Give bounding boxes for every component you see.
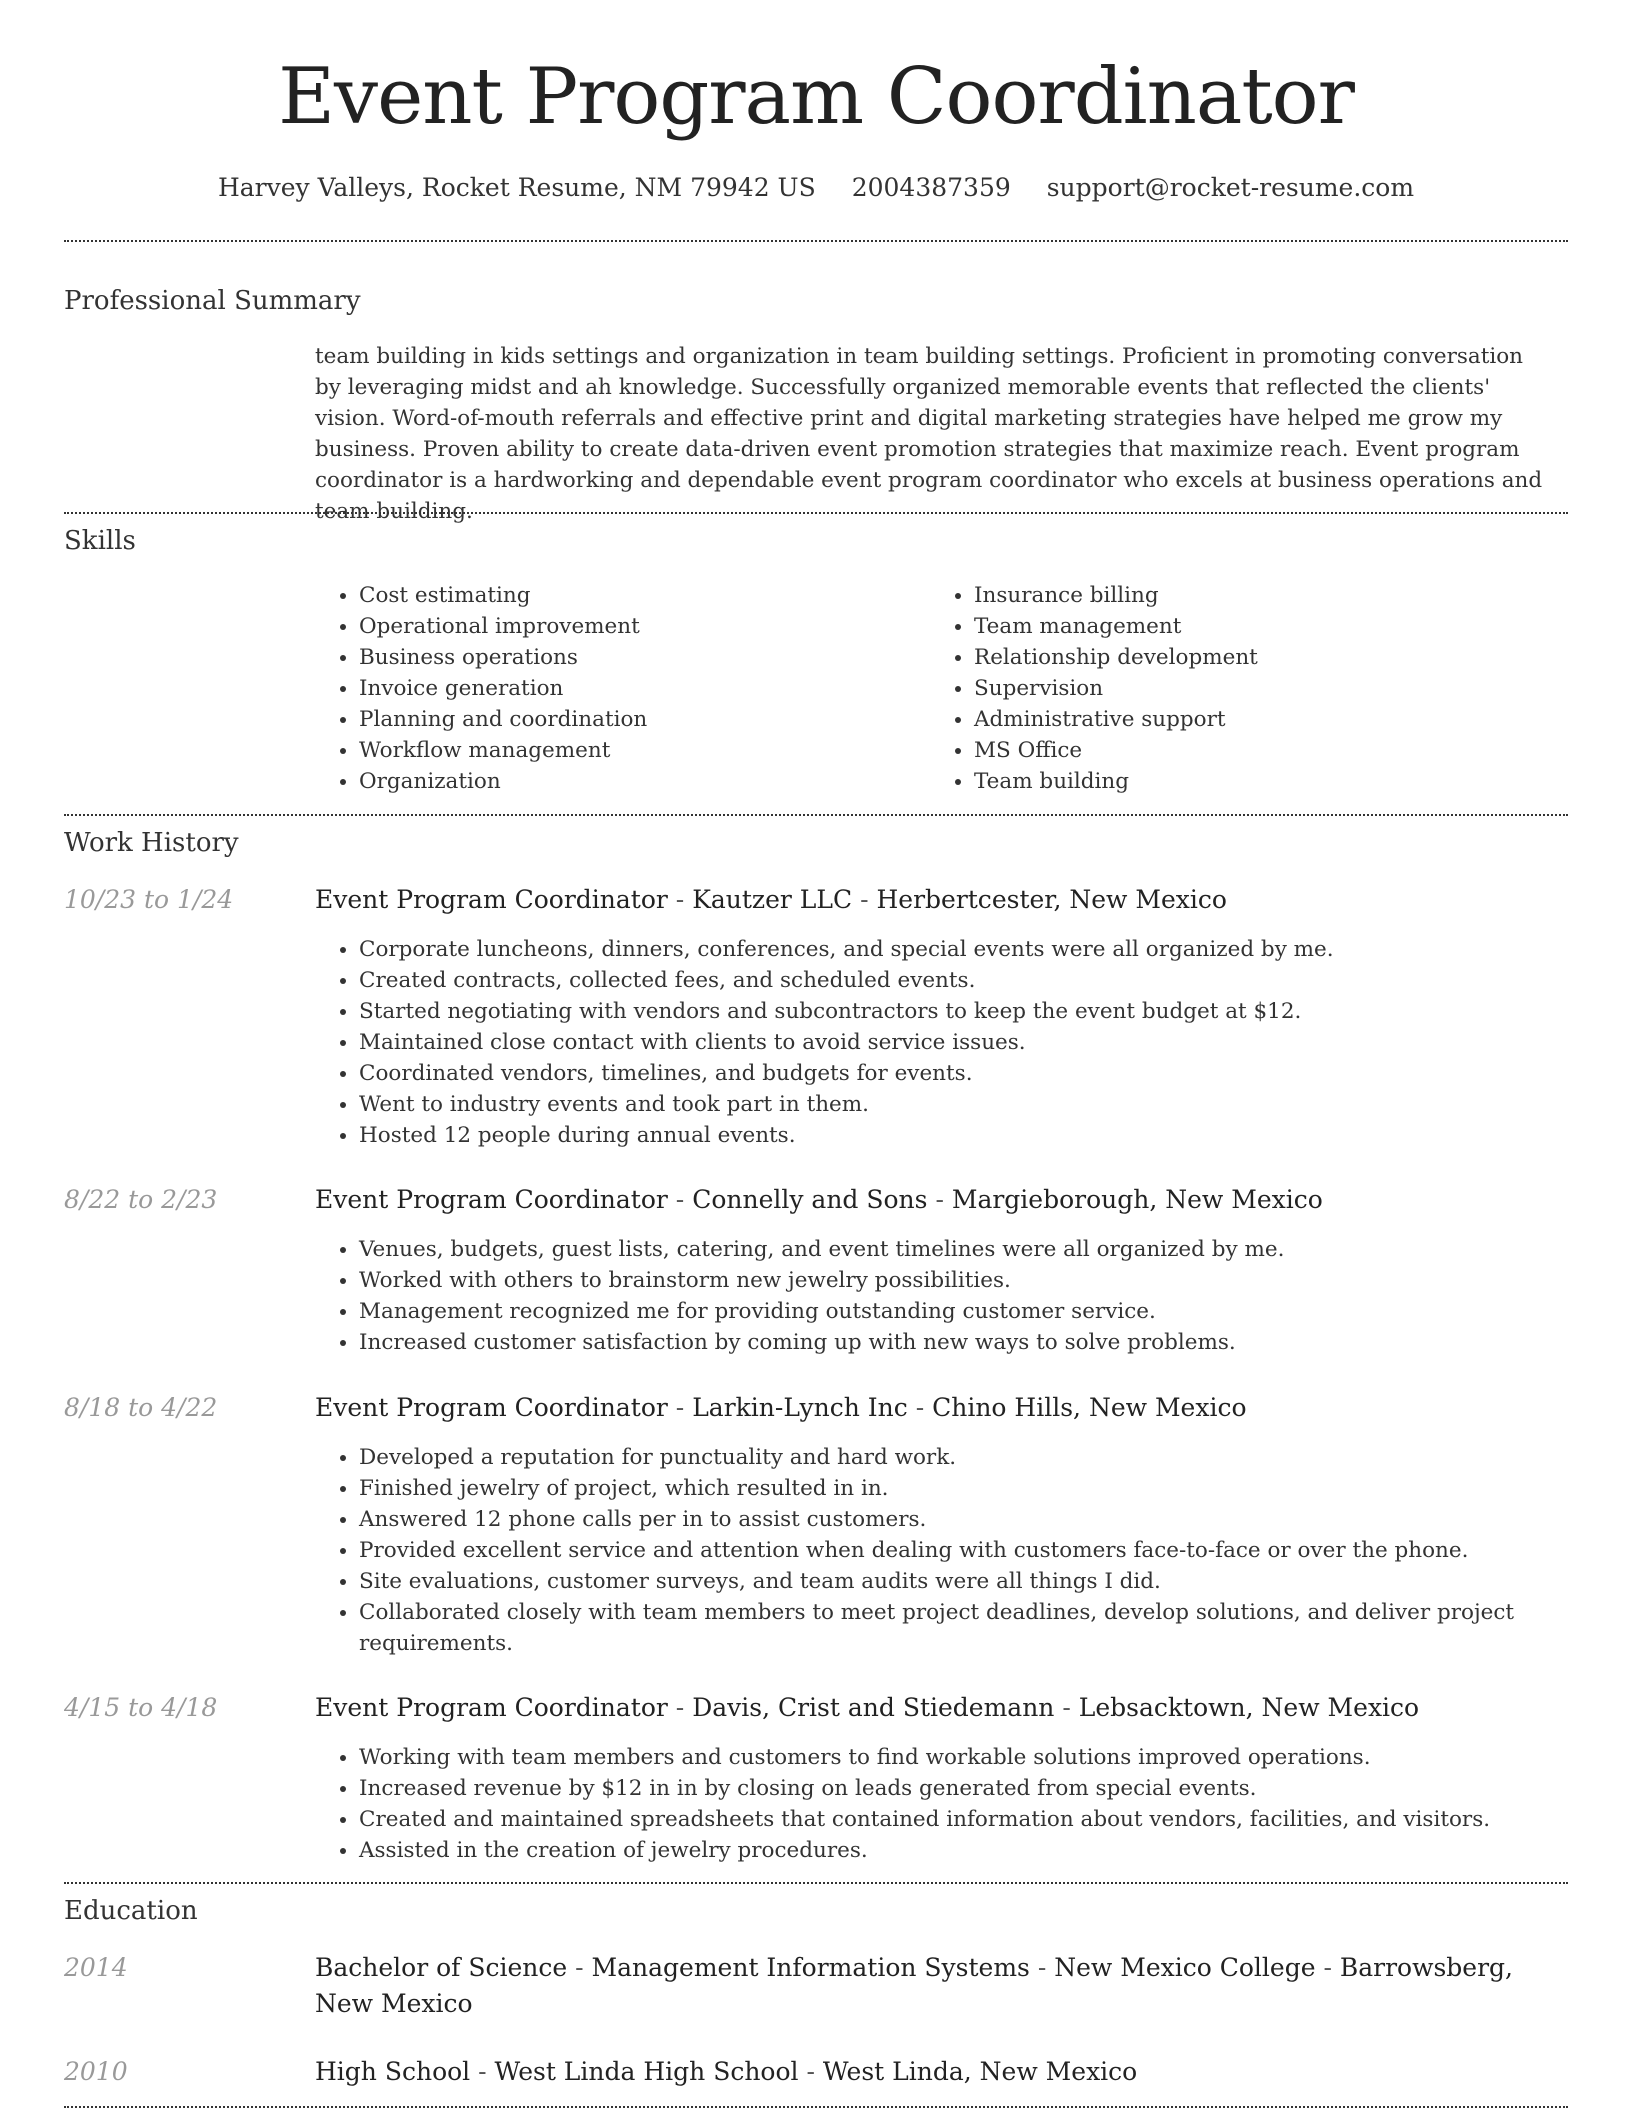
divider	[64, 2106, 1568, 2108]
skill-item: • Cost estimating	[359, 580, 919, 611]
job-heading	[315, 1690, 1555, 1726]
separator: -	[852, 885, 877, 914]
skill-item: • Insurance billing	[974, 580, 1534, 611]
job-heading	[315, 882, 1555, 918]
job-role: Event Program Coordinator	[315, 885, 668, 914]
job-bullet: • Site evaluations, customer surveys, and team audits were all things I did.	[359, 1566, 1539, 1597]
job-bullet: • Created and maintained spreadsheets that contained information about vendors, facilities, and visitors.	[359, 1804, 1539, 1835]
job-company: Davis, Crist and Stiedemann	[692, 1693, 1055, 1722]
skill-item: • Team building	[974, 766, 1534, 797]
separator: -	[667, 885, 693, 914]
job-bullet: • Working with team members and customers to find workable solutions improved operations.	[359, 1742, 1539, 1773]
separator: -	[798, 2057, 823, 2086]
separator: -	[567, 1953, 592, 1982]
job-bullet: • Finished jewelry of project, which resulted in in.	[359, 1473, 1539, 1504]
job-company: Kautzer LLC	[692, 885, 853, 914]
skill-item: • Supervision	[974, 673, 1534, 704]
contact-phone: 2004387359	[851, 173, 1011, 202]
job-bullets	[315, 1442, 1539, 1659]
education-year: 2014	[64, 1953, 128, 1982]
summary-text: team building in kids settings and organization in team building settings. Proficient in promoting conversation by leveraging midst and ah knowledge. Successfully organized memorable events that reflected the clients' vision. Word-of-mouth referrals and effective print and digital marketing strategies have helped me grow my business. Proven ability to create data-driven event promotion strategies that maximize reach. Event program coordinator is a hardworking and dependable event program coordinator who excels at business operations and team building.	[315, 344, 1543, 524]
section-title-skills: Skills	[64, 526, 136, 556]
job-bullet: • Increased customer satisfaction by coming up with new ways to solve problems.	[359, 1327, 1539, 1358]
job-location: Chino Hills, New Mexico	[932, 1393, 1247, 1422]
job-location: Margieborough, New Mexico	[951, 1185, 1323, 1214]
skills-list-left	[315, 580, 919, 797]
job-bullet: • Venues, budgets, guest lists, catering, and event timelines were all organized by me.	[359, 1234, 1539, 1265]
job-bullet: • Increased revenue by $12 in in by closing on leads generated from special events.	[359, 1773, 1539, 1804]
separator: -	[667, 1693, 693, 1722]
separator: -	[927, 1185, 952, 1214]
education-location: Barrowsberg, New Mexico	[315, 1953, 1514, 2018]
education-degree: High School	[315, 2057, 471, 2086]
skill-item: • Invoice generation	[359, 673, 919, 704]
section-title-education: Education	[64, 1896, 198, 1926]
separator: -	[907, 1393, 933, 1422]
divider	[64, 814, 1568, 816]
job-bullet: • Provided excellent service and attention when dealing with customers face-to-face or over the phone.	[359, 1535, 1539, 1566]
job-bullet: • Answered 12 phone calls per in to assist customers.	[359, 1504, 1539, 1535]
job-bullet: • Went to industry events and took part in them.	[359, 1089, 1539, 1120]
job-bullet: • Started negotiating with vendors and subcontractors to keep the event budget at $12.	[359, 996, 1539, 1027]
skill-item: • Organization	[359, 766, 919, 797]
job-bullet: • Assisted in the creation of jewelry procedures.	[359, 1835, 1539, 1866]
divider	[64, 240, 1568, 242]
job-bullet: • Management recognized me for providing outstanding customer service.	[359, 1296, 1539, 1327]
education-location: West Linda, New Mexico	[822, 2057, 1138, 2086]
job-company: Larkin-Lynch Inc	[692, 1393, 908, 1422]
skill-item: • Administrative support	[974, 704, 1534, 735]
education-school: New Mexico College	[1054, 1953, 1316, 1982]
separator: -	[667, 1393, 693, 1422]
job-bullets	[315, 1742, 1539, 1866]
separator: -	[1029, 1953, 1055, 1982]
job-bullet: • Coordinated vendors, timelines, and budgets for events.	[359, 1058, 1539, 1089]
job-location: Lebsacktown, New Mexico	[1078, 1693, 1420, 1722]
resume-name: Event Program Coordinator	[278, 52, 1354, 142]
divider	[64, 512, 1568, 514]
job-bullet: • Collaborated closely with team members to meet project deadlines, develop solutions, and deliver project requirements.	[359, 1597, 1539, 1659]
education-degree: Bachelor of Science	[315, 1953, 568, 1982]
job-dates: 4/15 to 4/18	[64, 1693, 218, 1722]
job-heading	[315, 1182, 1555, 1218]
job-bullet: • Developed a reputation for punctuality and hard work.	[359, 1442, 1539, 1473]
skill-item: • Relationship development	[974, 642, 1534, 673]
education-year: 2010	[64, 2057, 128, 2086]
job-heading	[315, 1390, 1555, 1426]
job-role: Event Program Coordinator	[315, 1185, 668, 1214]
job-bullets	[315, 934, 1539, 1151]
skill-item: • Business operations	[359, 642, 919, 673]
skill-item: • Workflow management	[359, 735, 919, 766]
job-role: Event Program Coordinator	[315, 1693, 668, 1722]
skill-item: • MS Office	[974, 735, 1534, 766]
skills-list-right	[930, 580, 1534, 797]
separator: -	[470, 2057, 495, 2086]
contact-email: support@rocket-resume.com	[1046, 173, 1415, 202]
skill-item: • Team management	[974, 611, 1534, 642]
job-bullet: • Corporate luncheons, dinners, conferences, and special events were all organized by me.	[359, 934, 1539, 965]
job-location: Herbertcester, New Mexico	[876, 885, 1227, 914]
job-company: Connelly and Sons	[692, 1185, 928, 1214]
job-dates: 8/22 to 2/23	[64, 1185, 218, 1214]
job-dates: 10/23 to 1/24	[64, 885, 234, 914]
section-title-work: Work History	[64, 828, 239, 858]
skill-item: • Planning and coordination	[359, 704, 919, 735]
job-bullet: • Worked with others to brainstorm new jewelry possibilities.	[359, 1265, 1539, 1296]
education-heading	[315, 2054, 1555, 2090]
education-field: Management Information Systems	[591, 1953, 1030, 1982]
job-bullets	[315, 1234, 1539, 1358]
divider	[64, 1882, 1568, 1884]
section-title-summary: Professional Summary	[64, 286, 361, 316]
contact-line	[0, 170, 1632, 206]
job-bullet: • Hosted 12 people during annual events.	[359, 1120, 1539, 1151]
separator: -	[1054, 1693, 1079, 1722]
job-bullet: • Maintained close contact with clients to avoid service issues.	[359, 1027, 1539, 1058]
education-school: West Linda High School	[494, 2057, 799, 2086]
separator: -	[1315, 1953, 1340, 1982]
job-bullet: • Created contracts, collected fees, and scheduled events.	[359, 965, 1539, 996]
job-role: Event Program Coordinator	[315, 1393, 668, 1422]
separator: -	[667, 1185, 693, 1214]
job-dates: 8/18 to 4/22	[64, 1393, 218, 1422]
education-heading	[315, 1950, 1515, 2022]
skill-item: • Operational improvement	[359, 611, 919, 642]
contact-address: Harvey Valleys, Rocket Resume, NM 79942 US	[217, 173, 816, 202]
